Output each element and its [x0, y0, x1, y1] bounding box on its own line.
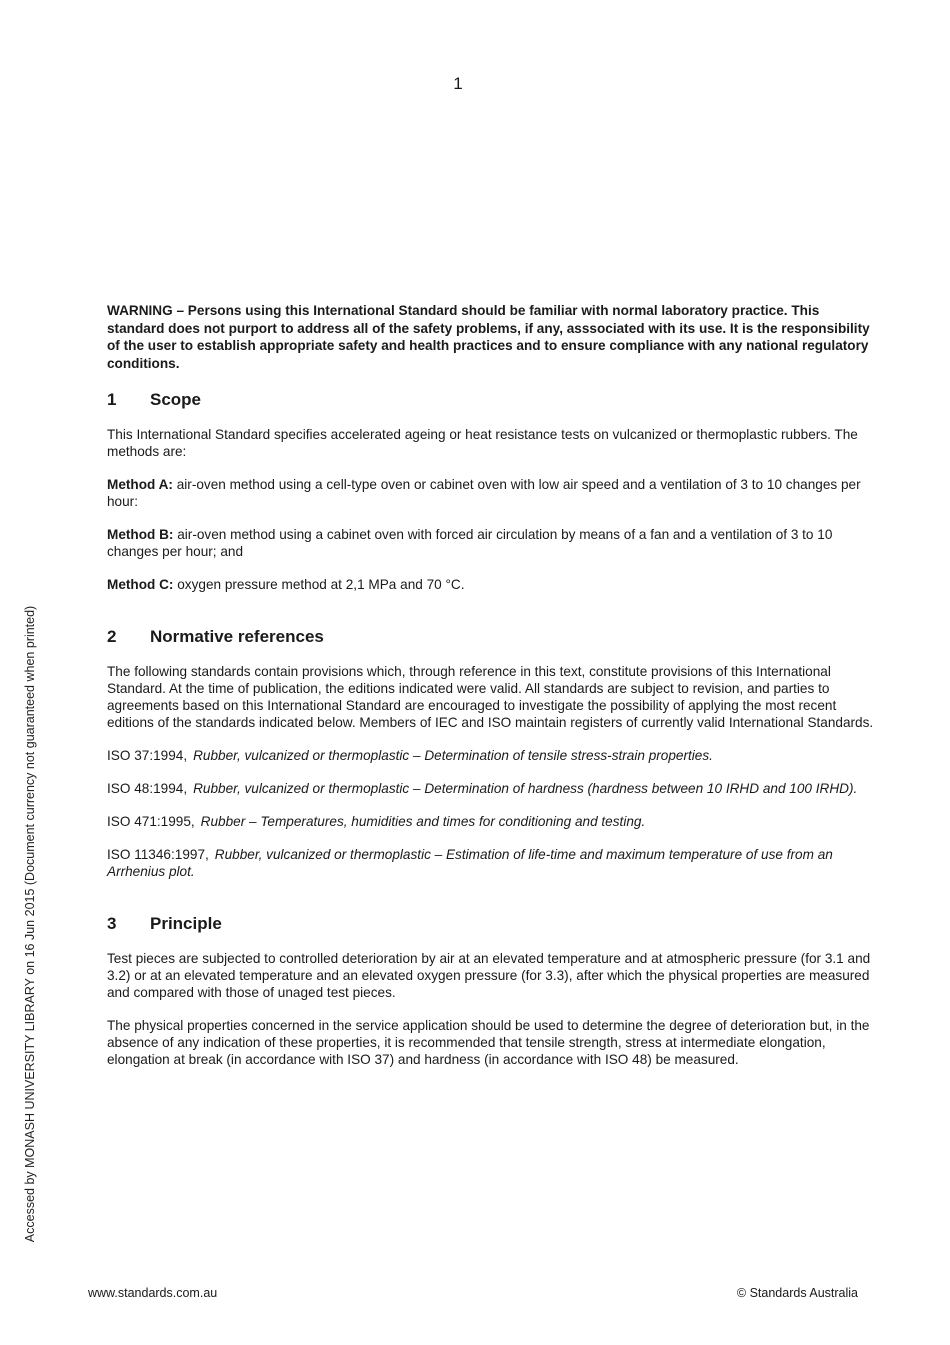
- method-text: air-oven method using a cell-type oven or cabinet oven with low air speed and a ventilation of 3 to 10 changes per hour:: [107, 477, 861, 509]
- reference-title: Rubber – Temperatures, humidities and times for conditioning and testing.: [200, 814, 646, 829]
- normative-references-heading: [107, 627, 875, 647]
- access-watermark: Accessed by MONASH UNIVERSITY LIBRARY on 16 Jun 2015 (Document currency not guaranteed when printed): [23, 605, 37, 1243]
- section-title: Principle: [150, 914, 222, 933]
- method-label: Method A:: [107, 477, 173, 492]
- reference-id: ISO 37:1994,: [107, 748, 188, 763]
- method-a: [107, 476, 875, 510]
- reference-item: [107, 780, 875, 797]
- footer-copyright: © Standards Australia: [736, 1286, 858, 1300]
- reference-id: ISO 11346:1997,: [107, 847, 209, 862]
- warning-notice: WARNING – Persons using this International Standard should be familiar with normal laboratory practice. This standard does not purport to address all of the safety problems, if any, asssociated with its use. It is the responsibility of the user to establish appropriate safety and health practices and to ensure compliance with any national regulatory conditions.: [107, 303, 870, 371]
- scope-intro: This International Standard specifies accelerated ageing or heat resistance tests on vulcanized or thermoplastic rubbers. The methods are:: [107, 427, 858, 459]
- reference-title: Rubber, vulcanized or thermoplastic – Estimation of life-time and maximum temperature of use from an Arrhenius plot.: [107, 847, 833, 879]
- reference-id: ISO 471:1995,: [107, 814, 195, 829]
- reference-title: Rubber, vulcanized or thermoplastic – Determination of hardness (hardness between 10 IRHD and 100 IRHD).: [193, 781, 858, 796]
- section-title: Normative references: [150, 627, 324, 646]
- method-c: [107, 576, 875, 593]
- method-label: Method B:: [107, 527, 174, 542]
- section-number: 1: [107, 390, 117, 409]
- reference-item: [107, 813, 875, 830]
- method-b: [107, 526, 875, 560]
- principle-paragraph: The physical properties concerned in the service application should be used to determine the degree of deterioration but, in the absence of any indication of these properties, it is recommended that tensile strength, stress at intermediate elongation, elongation at break (in accordance with ISO 37) and hardness (in accordance with ISO 48) be measured.: [107, 1018, 870, 1067]
- reference-id: ISO 48:1994,: [107, 781, 188, 796]
- method-text: air-oven method using a cabinet oven with forced air circulation by means of a fan and a ventilation of 3 to 10 changes per hour; and: [107, 527, 833, 559]
- document-body: [107, 302, 875, 1084]
- principle-paragraph: Test pieces are subjected to controlled deterioration by air at an elevated temperature and at atmospheric pressure (for 3.1 and 3.2) or at an elevated temperature and an elevated oxygen pressure (for 3.3), after which the physical properties are measured and compared with those of unaged test pieces.: [107, 951, 871, 1000]
- normative-intro: The following standards contain provisions which, through reference in this text, constitute provisions of this International Standard. At the time of publication, the editions indicated were valid. All standards are subject to revision, and parties to agreements based on this International Standard are encouraged to investigate the possibility of applying the most recent editions of the standards indicated below. Members of IEC and ISO maintain registers of currently valid International Standards.: [107, 664, 874, 730]
- page-number: 1: [453, 74, 463, 93]
- method-text: oxygen pressure method at 2,1 MPa and 70 °C.: [173, 577, 465, 592]
- scope-heading: [107, 390, 875, 410]
- reference-title: Rubber, vulcanized or thermoplastic – Determination of tensile stress-strain properties.: [193, 748, 713, 763]
- section-number: 3: [107, 914, 117, 933]
- footer-website: www.standards.com.au: [88, 1286, 218, 1300]
- section-number: 2: [107, 627, 117, 646]
- reference-item: [107, 846, 875, 880]
- reference-item: [107, 747, 875, 764]
- section-title: Scope: [150, 390, 202, 409]
- principle-heading: [107, 914, 875, 934]
- method-label: Method C:: [107, 577, 174, 592]
